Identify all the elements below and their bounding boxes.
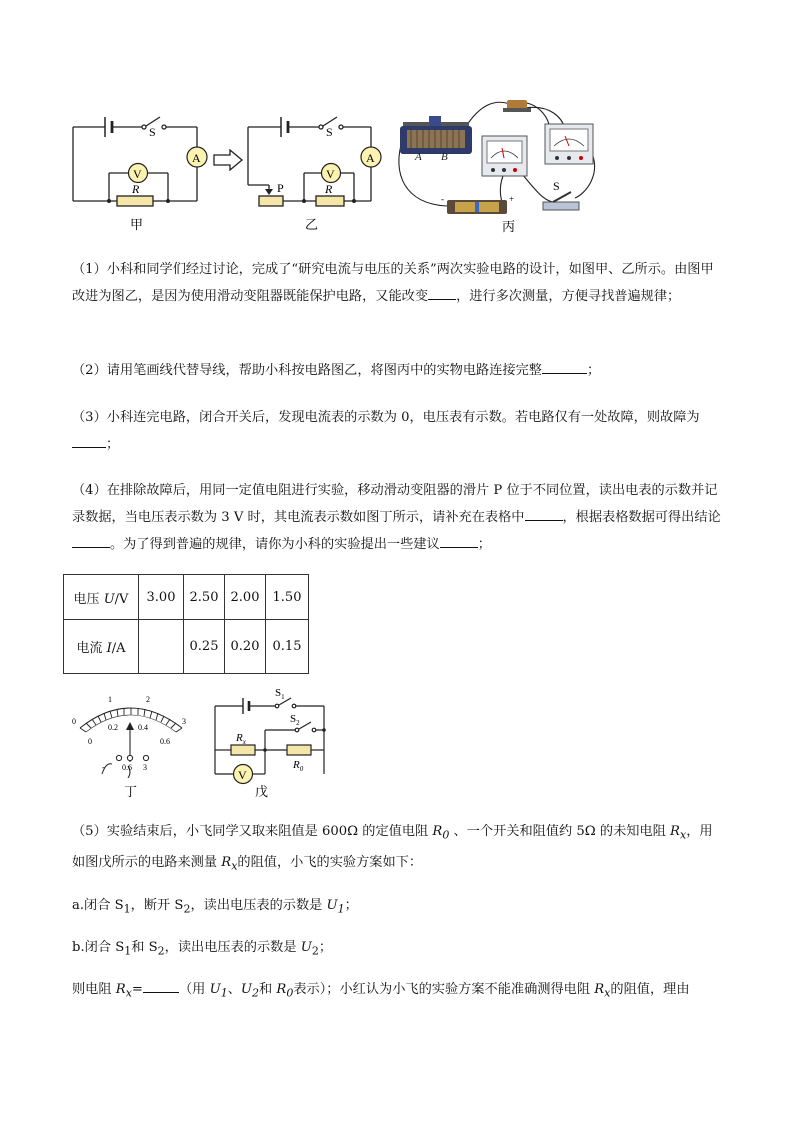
voltage-label-unit: /V: [114, 591, 129, 607]
var-u1-sub: 1: [220, 986, 228, 1000]
question-4: [72, 477, 722, 558]
question-2: [72, 357, 722, 384]
terminal-minus: -: [102, 762, 105, 772]
question-1: [72, 256, 722, 310]
scale-top-2: 2: [146, 695, 150, 704]
step-a-text-3: ，读出电压表的示数是: [190, 898, 327, 913]
step-b-sub-1: 1: [124, 944, 132, 958]
q1-text-before: （1）小科和同学们经过讨论，完成了“研究电流与电压的关系”两次实验电路的设计，如图甲、乙所示。由图甲改进为图乙，是因为使用滑动变阻器既能保护电路，又能改变: [72, 262, 714, 304]
voltage-label-prefix: 电压: [73, 591, 104, 607]
var-rx: R: [115, 982, 126, 997]
figure-yi-circuit: [237, 105, 397, 235]
table-row-current: [64, 620, 309, 674]
step-a-sub-2: 2: [183, 902, 191, 916]
terminal-0-6: 0.6: [122, 763, 132, 772]
answer-blank-q2[interactable]: [542, 359, 587, 374]
var-u2: U: [300, 940, 312, 955]
table-cell: 0.20: [225, 620, 266, 674]
q4-text-2: ，根据表格数据可得出结论: [562, 510, 721, 525]
answer-blank-q4-conclusion[interactable]: [72, 533, 110, 548]
current-label-prefix: 电流: [76, 641, 107, 656]
answer-blank-q1[interactable]: [428, 285, 456, 300]
step-b-text-2: 和 S: [131, 940, 158, 955]
resistor-label: R: [132, 182, 140, 196]
ammeter-label: A: [192, 151, 201, 165]
scale-bottom-0-6: 0.6: [160, 737, 170, 746]
figure-jia-circuit: [60, 105, 220, 235]
q5-text-c: ，用如图戊所示的电路来测量: [72, 824, 713, 870]
voltmeter-label: V: [133, 167, 142, 181]
figure-label-ding: 丁: [124, 784, 138, 799]
rheostat-terminal-a: A: [415, 151, 422, 163]
final-text-3: （用: [178, 982, 210, 997]
table-cell-blank[interactable]: [139, 620, 184, 674]
answer-blank-q5-formula[interactable]: [143, 978, 179, 993]
var-r0: R: [276, 982, 287, 997]
var-u2-sub: 2: [252, 986, 259, 1000]
var-r0-sub: 0: [286, 986, 294, 1000]
answer-blank-q3[interactable]: [72, 433, 106, 448]
figure-label-bing: 丙: [502, 219, 516, 234]
table-cell: 2.50: [184, 575, 225, 620]
var-r0: $R_0$: [432, 824, 450, 842]
final-text-7: 的阻值，理由: [610, 982, 690, 997]
final-text-5: 和: [259, 982, 277, 997]
final-equals: =: [131, 982, 143, 997]
q4-text-4: ；: [477, 537, 491, 552]
scale-bottom-0-4: 0.4: [138, 723, 148, 732]
q5-text-d: 的阻值，小飞的实验方案如下：: [237, 854, 423, 870]
question-5-final: [72, 976, 722, 1007]
q1-text-after: ，进行多次测量，方便寻找普遍规律；: [456, 289, 681, 304]
final-text-4: 、: [227, 982, 241, 997]
switch-s2-label: $S_2$: [290, 713, 300, 727]
figure-label-jia: 甲: [130, 217, 144, 232]
voltmeter-label: V: [238, 768, 247, 782]
q5-text-a: （5）实验结束后，小飞同学又取来阻值是 600Ω 的定值电阻: [72, 824, 433, 839]
table-cell: 2.00: [225, 575, 266, 620]
data-table: [63, 574, 309, 674]
figure-wu-circuit: [205, 686, 335, 802]
question-3: [72, 404, 722, 458]
current-label-unit: /A: [111, 641, 126, 656]
step-b-sub-2: 2: [157, 944, 165, 958]
q4-text-3: 。为了得到普遍的规律，请你为小科的实验提出一些建议: [110, 537, 440, 552]
battery-plus: +: [509, 194, 515, 204]
step-b-text-4: ；: [318, 940, 333, 955]
answer-blank-q4-table[interactable]: [525, 506, 563, 521]
table-header-current: [64, 620, 139, 674]
table-cell: 0.25: [184, 620, 225, 674]
switch-label: S: [326, 125, 333, 139]
var-rx-sub: x: [604, 986, 611, 1000]
slider-label: P: [277, 181, 284, 195]
question-5-step-b: [72, 934, 722, 965]
var-rx: $R_x$: [221, 854, 238, 873]
var-u1: U: [209, 982, 221, 997]
scale-top-3: 3: [182, 717, 186, 726]
resistor-label: R: [325, 182, 333, 196]
voltmeter-label: V: [326, 167, 335, 181]
var-rx-sub: x: [125, 986, 132, 1000]
table-cell: 0.15: [266, 620, 309, 674]
final-text-1: 则电阻: [72, 982, 116, 997]
scale-top-0: 0: [72, 717, 76, 726]
table-header-voltage: [64, 575, 139, 620]
table-cell: 1.50: [266, 575, 309, 620]
resistor-rx-label: $R_x$: [236, 732, 246, 746]
figure-label-wu: 戊: [255, 784, 269, 799]
resistor-r0-label: $R_0$: [293, 759, 304, 773]
step-a-text-2: ，断开 S: [130, 898, 184, 913]
var-u1-sub: 1: [337, 902, 345, 916]
scale-top-1: 1: [108, 695, 112, 704]
table-cell: 3.00: [139, 575, 184, 620]
terminal-3: 3: [143, 763, 147, 772]
question-5-step-a: [72, 892, 722, 923]
figure-label-yi: 乙: [305, 217, 319, 232]
var-u1: U: [326, 898, 338, 913]
voltage-label-var: U: [103, 591, 115, 607]
var-rx: R: [594, 982, 605, 997]
question-5-intro: [72, 818, 722, 879]
answer-blank-q4-suggestion[interactable]: [440, 533, 478, 548]
q2-text-before: （2）请用笔画线代替导线，帮助小科按电路图乙，将图丙中的实物电路连接完整: [72, 363, 542, 378]
var-rx: $R_x$: [670, 824, 687, 842]
battery-minus: -: [441, 194, 444, 204]
var-u2: U: [240, 982, 252, 997]
step-a-text-4: ；: [344, 898, 358, 913]
step-a-sub-1: 1: [123, 902, 131, 916]
switch-label: S: [553, 179, 560, 193]
figure-bing-apparatus: [385, 94, 610, 236]
q2-text-after: ；: [586, 363, 601, 378]
rheostat-terminal-b: B: [441, 151, 448, 163]
q3-text-after: ；: [106, 437, 120, 452]
current-label-var: I: [106, 641, 112, 656]
step-b-text-1: b.闭合 S: [72, 940, 125, 955]
switch-label: S: [149, 125, 156, 139]
scale-bottom-0-2: 0.2: [108, 723, 118, 732]
q3-text-before: （3）小科连完电路，闭合开关后，发现电流表的示数为 0，电压表有示数。若电路仅有一处故障，则故障为: [72, 410, 700, 425]
scale-bottom-0: 0: [88, 737, 92, 746]
q4-text-1: （4）在排除故障后，用同一定值电阻进行实验，移动滑动变阻器的滑片 P 位于不同位置，读出电表的示数并记录数据，当电压表示数为 3 V 时，其电流表示数如图丁所示，请补充在表格中: [72, 483, 718, 525]
step-b-text-3: ，读出电压表的示数是: [164, 940, 301, 955]
figure-ding-ammeter-dial: [62, 690, 202, 802]
var-u2-sub: 2: [311, 944, 319, 958]
step-a-text-1: a.闭合 S: [72, 898, 124, 913]
ammeter-label: A: [366, 151, 375, 165]
switch-s1-label: $S_1$: [275, 687, 285, 701]
table-row-voltage: [64, 575, 309, 620]
final-text-6: 表示）；小红认为小飞的实验方案不能准确测得电阻: [293, 982, 595, 997]
q5-text-b: 、一个开关和阻值约 5Ω 的未知电阻: [449, 824, 671, 839]
